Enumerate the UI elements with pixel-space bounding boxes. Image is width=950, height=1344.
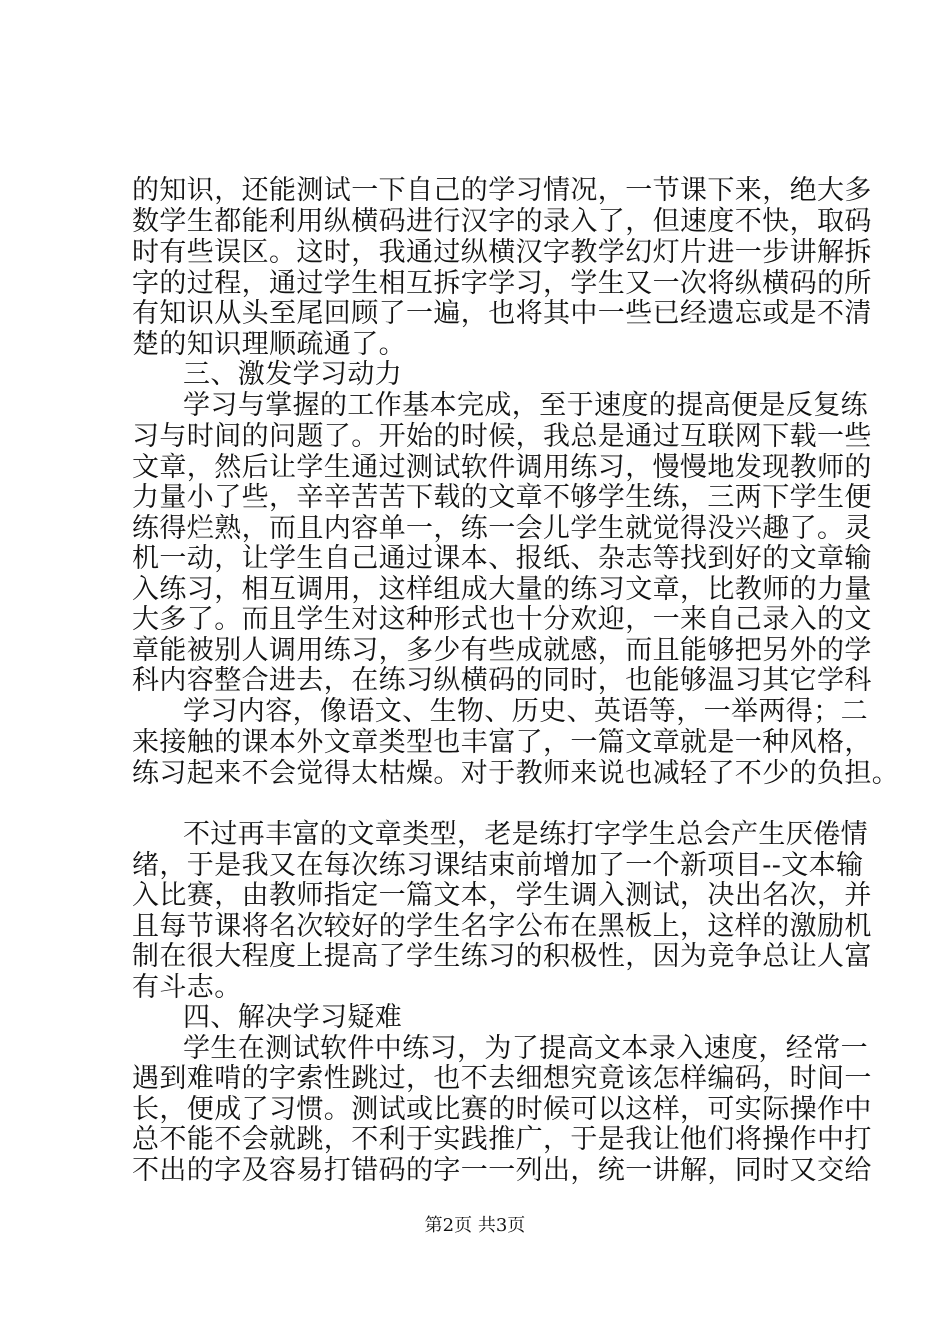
text-line: 学生在测试软件中练习，为了提高文本录入速度，经常一 bbox=[183, 1033, 868, 1064]
text-line: 数学生都能利用纵横码进行汉字的录入了，但速度不快，取码 bbox=[132, 206, 872, 237]
text-line: 遇到难啃的字索性跳过，也不去细想究竟该怎样编码，时间一 bbox=[132, 1063, 872, 1094]
text-line: 大多了。而且学生对这种形式也十分欢迎，一来自己录入的文 bbox=[132, 604, 872, 635]
text-line: 且每节课将名次较好的学生名字公布在黑板上，这样的激励机 bbox=[132, 911, 872, 942]
text-line: 科内容整合进去，在练习纵横码的同时，也能够温习其它学科 bbox=[132, 665, 872, 696]
text-line: 练得烂熟，而且内容单一，练一会儿学生就觉得没兴趣了。灵 bbox=[132, 513, 872, 544]
page-footer: 第2页 共3页 bbox=[424, 1215, 526, 1236]
text-line: 制在很大程度上提高了学生练习的积极性，因为竞争总让人富 bbox=[132, 941, 872, 972]
text-line: 楚的知识理顺疏通了。 bbox=[132, 329, 406, 360]
section-heading: 三、激发学习动力 bbox=[183, 359, 403, 390]
text-line: 绪，于是我又在每次练习课结束前增加了一个新项目--文本输 bbox=[132, 850, 864, 881]
text-line: 有斗志。 bbox=[132, 972, 242, 1003]
text-line: 学习内容，像语文、生物、历史、英语等，一举两得；二 bbox=[183, 696, 868, 727]
text-line: 字的过程，通过学生相互拆字学习，学生又一次将纵横码的所 bbox=[132, 268, 872, 299]
text-line: 不过再丰富的文章类型，老是练打字学生总会产生厌倦情 bbox=[183, 819, 868, 850]
text-line: 机一动，让学生自己通过课本、报纸、杂志等找到好的文章输 bbox=[132, 543, 872, 574]
text-line: 的知识，还能测试一下自己的学习情况，一节课下来，绝大多 bbox=[132, 175, 872, 206]
text-line: 长，便成了习惯。测试或比赛的时候可以这样，可实际操作中 bbox=[132, 1094, 872, 1125]
text-line: 章能被别人调用练习，多少有些成就感，而且能够把另外的学 bbox=[132, 635, 872, 666]
text-line: 练习起来不会觉得太枯燥。对于教师来说也减轻了不少的负担。 bbox=[132, 758, 900, 789]
text-line: 时有些误区。这时，我通过纵横汉字教学幻灯片进一步讲解拆 bbox=[132, 237, 872, 268]
text-line: 学习与掌握的工作基本完成，至于速度的提高便是反复练 bbox=[183, 390, 868, 421]
text-line: 入练习，相互调用，这样组成大量的练习文章，比教师的力量 bbox=[132, 574, 872, 605]
text-line: 不出的字及容易打错码的字一一列出，统一讲解，同时又交给 bbox=[132, 1155, 872, 1186]
text-line: 力量小了些，辛辛苦苦下载的文章不够学生练，三两下学生便 bbox=[132, 482, 872, 513]
text-line: 总不能不会就跳，不利于实践推广，于是我让他们将操作中打 bbox=[132, 1124, 872, 1155]
text-line: 入比赛，由教师指定一篇文本，学生调入测试，决出名次，并 bbox=[132, 880, 872, 911]
text-line: 来接触的课本外文章类型也丰富了，一篇文章就是一种风格， bbox=[132, 727, 872, 758]
text-line: 有知识从头至尾回顾了一遍，也将其中一些已经遗忘或是不清 bbox=[132, 298, 872, 329]
section-heading: 四、解决学习疑难 bbox=[183, 1002, 403, 1033]
text-line: 文章，然后让学生通过测试软件调用练习，慢慢地发现教师的 bbox=[132, 452, 872, 483]
text-line: 习与时间的问题了。开始的时候，我总是通过互联网下载一些 bbox=[132, 421, 872, 452]
